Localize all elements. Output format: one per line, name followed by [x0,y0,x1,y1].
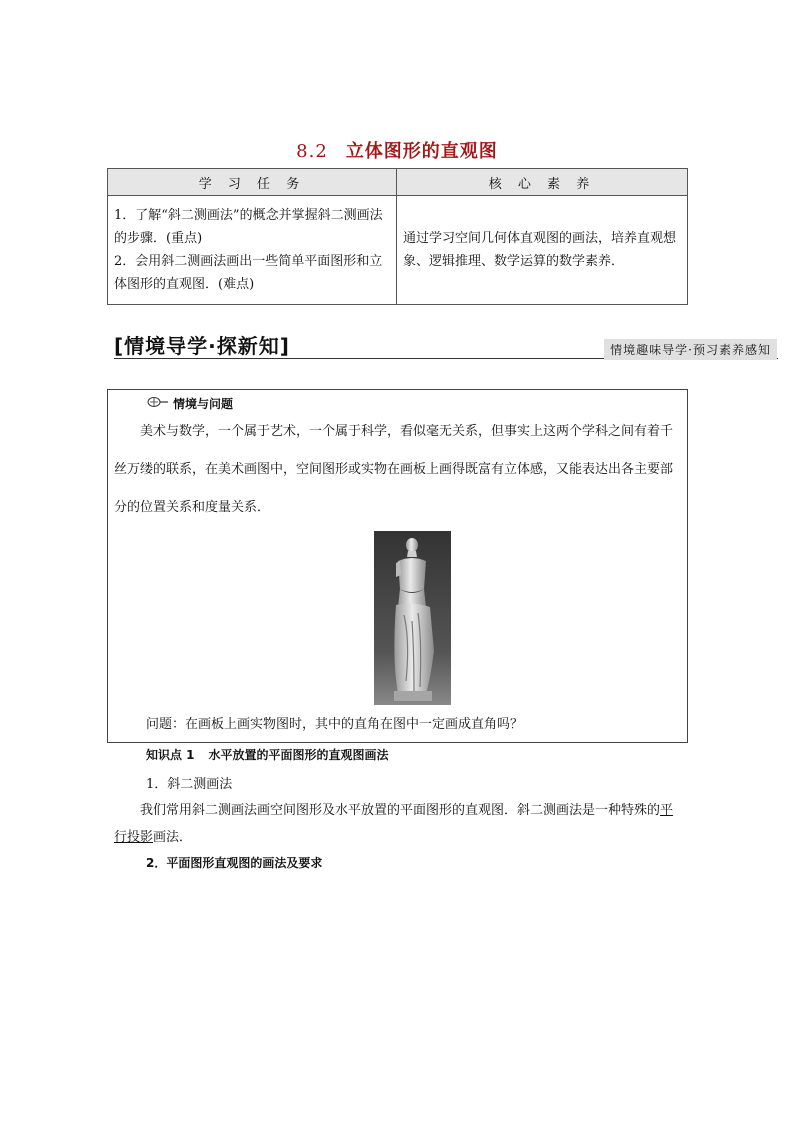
knowledge-point-label: 知识点 1 [146,748,195,762]
task-item: 1．了解“斜二测画法”的概念并掌握斜二测画法的步骤．(重点) [114,208,383,246]
section-tag: 情境趣味导学·预习素养感知 [604,339,777,360]
task-item: 2．会用斜二测画法画出一些简单平面图形和立体图形的直观图．(难点) [114,254,383,292]
knowledge-point-heading [146,746,389,763]
literacy-cell: 通过学习空间几何体直观图的画法，培养直观想象、逻辑推理、数学运算的数学素养． [397,196,688,305]
knowledge-point-title: 水平放置的平面图形的直观图画法 [208,748,389,762]
item-1-heading: 1．斜二测画法 [146,777,233,792]
tasks-cell [108,196,397,305]
header-literacy: 核 心 素 养 [397,169,688,196]
header-tasks: 学 习 任 务 [108,169,397,196]
item-2-heading: 2．平面图形直观图的画法及要求 [146,856,323,870]
method-text-end: 画法． [153,830,193,845]
statue-image [374,531,451,705]
scenario-body: 美术与数学，一个属于艺术，一个属于科学，看似毫无关系，但事实上这两个学科之间有着千丝万缕的联系，在美术画图中，空间图形或实物在画板上画得既富有立体感，又能表达出各主要部分的位置关系和度量关系． [114,424,674,515]
section-title: 立体图形的直观图 [345,141,498,162]
method-paragraph [114,797,686,851]
section-heading: [情境导学·探新知] [114,334,290,358]
page-title [0,137,794,163]
scenario-heading [147,395,233,412]
scenario-icon [147,396,169,411]
scenario-question: 问题：在画板上画实物图时，其中的直角在图中一定画成直角吗？ [146,717,524,732]
underlined-term: 平行投影 [114,803,674,845]
method-text: 我们常用斜二测画法画空间图形及水平放置的平面图形的直观图．斜二测画法是一种特殊的 [140,803,661,818]
section-number: 8.2 [296,141,328,162]
task-table [107,168,688,305]
scenario-heading-text: 情境与问题 [173,397,234,411]
